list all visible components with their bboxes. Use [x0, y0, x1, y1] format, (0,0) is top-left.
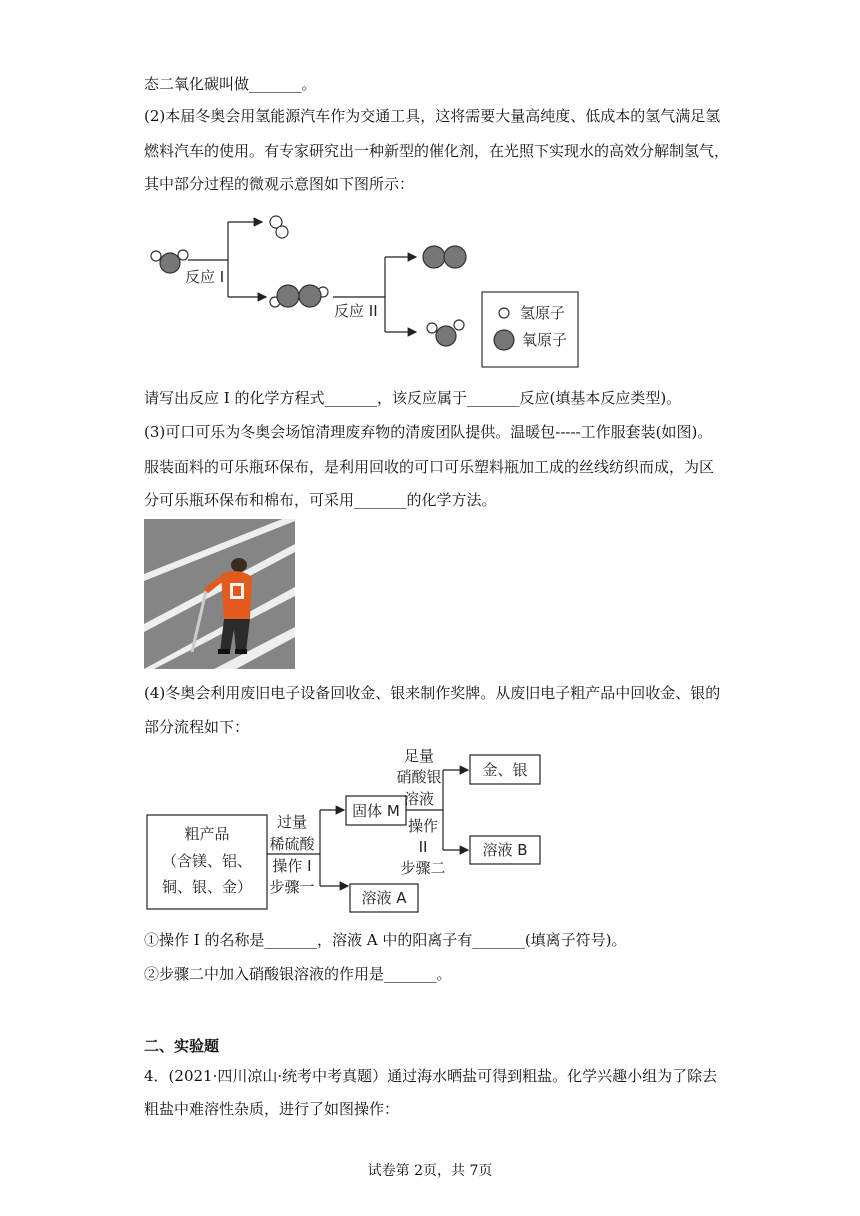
text-line: 粗盐中难溶性杂质，进行了如图操作：: [144, 1100, 400, 1118]
page-footer: 试卷第 2页，共 7页: [367, 1163, 493, 1179]
reagent-2-label: 足量: [403, 747, 435, 765]
hydrogen-molecule-icon: [270, 216, 288, 238]
text-line: 分可乐瓶环保布和棉布，可采用_______的化学方法。: [144, 491, 497, 509]
reagent-2-label: 硝酸银: [396, 768, 442, 786]
text-line: (4)冬奥会利用废旧电子设备回收金、银来制作奖牌。从废旧电子粗产品中回收金、银的: [144, 684, 721, 702]
hydrogen-peroxide-molecule-icon: [270, 285, 328, 307]
text-line: 请写出反应 I 的化学方程式_______，该反应属于_______反应(填基本反应类型)。: [144, 389, 682, 407]
operation-1-label: 步骤一: [269, 878, 315, 896]
oxygen-molecule-icon: [423, 246, 466, 268]
text-line: 4．(2021·四川凉山·统考中考真题）通过海水晒盐可得到粗盐。化学兴趣小组为了除去: [144, 1067, 718, 1085]
text-line: 服装面料的可乐瓶环保布，是利用回收的可口可乐塑料瓶加工成的丝线纺织而成，为区: [144, 458, 715, 476]
water-molecule-icon: [427, 320, 464, 346]
raw-product-label: 粗产品: [184, 825, 230, 843]
solution-a-label: 溶液 A: [361, 889, 407, 907]
water-molecule-icon: [151, 250, 188, 273]
reaction-diagram: [140, 205, 590, 375]
reaction-1-label: 反应 I: [185, 268, 225, 286]
text-line: 其中部分过程的微观示意图如下图所示：: [144, 175, 415, 193]
reagent-1-label: 过量: [276, 813, 308, 831]
oxygen-atom-icon: [494, 330, 514, 350]
operation-1-label: 操作 I: [272, 857, 312, 875]
solid-m-label: 固体 M: [352, 802, 400, 820]
text-line: ①操作 I 的名称是_______，溶液 A 中的阳离子有_______(填离子符号)。: [144, 931, 627, 949]
operation-2-label: II: [418, 838, 428, 856]
legend-hydrogen-label: 氢原子: [520, 304, 566, 322]
gold-silver-label: 金、银: [482, 761, 528, 779]
text-line: 部分流程如下：: [144, 718, 250, 736]
legend-oxygen-label: 氧原子: [522, 331, 568, 349]
reaction-2-label: 反应 II: [334, 302, 378, 320]
text-line: ②步骤二中加入硝酸银溶液的作用是_______。: [144, 965, 452, 983]
operation-2-label: 步骤二: [400, 859, 446, 877]
text-line: 态二氧化碳叫做_______。: [144, 75, 317, 93]
raw-product-label: 铜、银、金）: [161, 878, 253, 896]
text-line: (2)本届冬奥会用氢能源汽车作为交通工具，这将需要大量高纯度、低成本的氢气满足氢: [144, 107, 721, 125]
text-line: (3)可口可乐为冬奥会场馆清理废弃物的清废团队提供。温暖包-----工作服套装(如图)。: [144, 423, 713, 441]
process-flowchart: [140, 740, 560, 920]
reagent-2-label: 溶液: [403, 790, 435, 808]
raw-product-label: （含镁、铝、: [161, 852, 253, 870]
operation-2-label: 操作: [407, 817, 439, 835]
reagent-1-label: 稀硫酸: [269, 835, 315, 853]
legend: [482, 292, 578, 367]
section-heading: 二、实验题: [144, 1037, 220, 1055]
hydrogen-atom-icon: [499, 308, 509, 318]
worker-uniform-photo: [144, 519, 295, 669]
text-line: 燃料汽车的使用。有专家研究出一种新型的催化剂，在光照下实现水的高效分解制氢气，: [144, 142, 730, 160]
solution-b-label: 溶液 B: [482, 841, 528, 859]
